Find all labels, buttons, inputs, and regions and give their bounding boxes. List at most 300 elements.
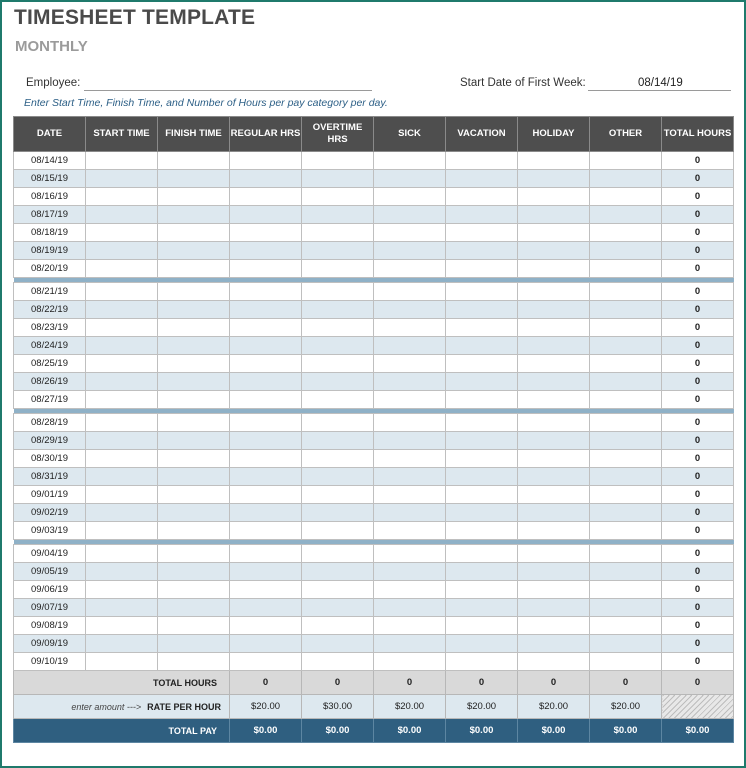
total-hours-value: 0 — [446, 671, 518, 695]
vacation-cell[interactable] — [446, 391, 518, 409]
total-hours-cell: 0 — [662, 545, 734, 563]
finish-time-cell[interactable] — [158, 504, 230, 522]
sick-cell[interactable] — [374, 563, 446, 581]
rate-input[interactable]: $20.00 — [446, 695, 518, 719]
finish-time-cell[interactable] — [158, 635, 230, 653]
regular-hrs-cell[interactable] — [230, 653, 302, 671]
regular-hrs-cell[interactable] — [230, 563, 302, 581]
date-cell: 09/09/19 — [14, 635, 86, 653]
start-time-cell[interactable] — [86, 432, 158, 450]
employee-field[interactable] — [84, 89, 372, 91]
holiday-cell[interactable] — [518, 373, 590, 391]
overtime-hrs-cell[interactable] — [302, 432, 374, 450]
holiday-cell[interactable] — [518, 504, 590, 522]
start-time-cell[interactable] — [86, 224, 158, 242]
regular-hrs-cell[interactable] — [230, 599, 302, 617]
start-time-cell[interactable] — [86, 319, 158, 337]
vacation-cell[interactable] — [446, 468, 518, 486]
sick-cell[interactable] — [374, 206, 446, 224]
sick-cell[interactable] — [374, 545, 446, 563]
start-time-cell[interactable] — [86, 283, 158, 301]
total-hours-label: TOTAL HOURS — [14, 671, 230, 695]
vacation-cell[interactable] — [446, 653, 518, 671]
start-time-cell[interactable] — [86, 206, 158, 224]
holiday-cell[interactable] — [518, 486, 590, 504]
overtime-hrs-cell[interactable] — [302, 319, 374, 337]
regular-hrs-cell[interactable] — [230, 260, 302, 278]
vacation-cell[interactable] — [446, 432, 518, 450]
finish-time-cell[interactable] — [158, 206, 230, 224]
holiday-cell[interactable] — [518, 545, 590, 563]
date-cell: 09/10/19 — [14, 653, 86, 671]
overtime-hrs-cell[interactable] — [302, 206, 374, 224]
vacation-cell[interactable] — [446, 522, 518, 540]
start-time-cell[interactable] — [86, 468, 158, 486]
start-time-cell[interactable] — [86, 522, 158, 540]
finish-time-cell[interactable] — [158, 450, 230, 468]
finish-time-cell[interactable] — [158, 188, 230, 206]
holiday-cell[interactable] — [518, 152, 590, 170]
overtime-hrs-cell[interactable] — [302, 152, 374, 170]
sick-cell[interactable] — [374, 414, 446, 432]
holiday-cell[interactable] — [518, 355, 590, 373]
holiday-cell[interactable] — [518, 283, 590, 301]
date-cell: 08/18/19 — [14, 224, 86, 242]
vacation-cell[interactable] — [446, 486, 518, 504]
holiday-cell[interactable] — [518, 581, 590, 599]
date-cell: 09/04/19 — [14, 545, 86, 563]
total-hours-cell: 0 — [662, 450, 734, 468]
date-cell: 09/07/19 — [14, 599, 86, 617]
holiday-cell[interactable] — [518, 170, 590, 188]
regular-hrs-cell[interactable] — [230, 504, 302, 522]
start-time-cell[interactable] — [86, 563, 158, 581]
sick-cell[interactable] — [374, 301, 446, 319]
finish-time-cell[interactable] — [158, 653, 230, 671]
table-row — [14, 468, 734, 486]
other-cell[interactable] — [590, 391, 662, 409]
timesheet-table — [13, 116, 734, 743]
sick-cell[interactable] — [374, 224, 446, 242]
date-cell: 08/16/19 — [14, 188, 86, 206]
vacation-cell[interactable] — [446, 170, 518, 188]
table-row — [14, 301, 734, 319]
table-row — [14, 581, 734, 599]
date-cell: 08/14/19 — [14, 152, 86, 170]
overtime-hrs-cell[interactable] — [302, 635, 374, 653]
table-row — [14, 504, 734, 522]
rate-input[interactable]: $20.00 — [374, 695, 446, 719]
overtime-hrs-cell[interactable] — [302, 486, 374, 504]
holiday-cell[interactable] — [518, 599, 590, 617]
overtime-hrs-cell[interactable] — [302, 522, 374, 540]
column-header-finish-time: FINISH TIME — [158, 117, 230, 152]
sick-cell[interactable] — [374, 581, 446, 599]
overtime-hrs-cell[interactable] — [302, 224, 374, 242]
other-cell[interactable] — [590, 635, 662, 653]
vacation-cell[interactable] — [446, 504, 518, 522]
sick-cell[interactable] — [374, 617, 446, 635]
regular-hrs-cell[interactable] — [230, 206, 302, 224]
column-header-regular-hrs: REGULAR HRS — [230, 117, 302, 152]
regular-hrs-cell[interactable] — [230, 581, 302, 599]
start-time-cell[interactable] — [86, 355, 158, 373]
vacation-cell[interactable] — [446, 450, 518, 468]
sick-cell[interactable] — [374, 355, 446, 373]
table-row — [14, 617, 734, 635]
sick-cell[interactable] — [374, 522, 446, 540]
overtime-hrs-cell[interactable] — [302, 468, 374, 486]
date-cell: 08/22/19 — [14, 301, 86, 319]
sick-cell[interactable] — [374, 260, 446, 278]
holiday-cell[interactable] — [518, 432, 590, 450]
finish-time-cell[interactable] — [158, 391, 230, 409]
start-time-cell[interactable] — [86, 450, 158, 468]
finish-time-cell[interactable] — [158, 414, 230, 432]
finish-time-cell[interactable] — [158, 522, 230, 540]
column-header-overtime-hrs: OVERTIME HRS — [302, 117, 374, 152]
sick-cell[interactable] — [374, 188, 446, 206]
total-hours-cell: 0 — [662, 373, 734, 391]
total-pay-value: $0.00 — [446, 719, 518, 743]
regular-hrs-cell[interactable] — [230, 414, 302, 432]
overtime-hrs-cell[interactable] — [302, 337, 374, 355]
other-cell[interactable] — [590, 337, 662, 355]
sick-cell[interactable] — [374, 432, 446, 450]
overtime-hrs-cell[interactable] — [302, 653, 374, 671]
vacation-cell[interactable] — [446, 545, 518, 563]
start-time-cell[interactable] — [86, 337, 158, 355]
regular-hrs-cell[interactable] — [230, 319, 302, 337]
overtime-hrs-cell[interactable] — [302, 391, 374, 409]
date-cell: 08/21/19 — [14, 283, 86, 301]
vacation-cell[interactable] — [446, 301, 518, 319]
holiday-cell[interactable] — [518, 468, 590, 486]
start-time-cell[interactable] — [86, 373, 158, 391]
vacation-cell[interactable] — [446, 337, 518, 355]
finish-time-cell[interactable] — [158, 283, 230, 301]
holiday-cell[interactable] — [518, 224, 590, 242]
other-cell[interactable] — [590, 486, 662, 504]
total-hours-cell: 0 — [662, 337, 734, 355]
start-time-cell[interactable] — [86, 486, 158, 504]
total-hours-cell: 0 — [662, 301, 734, 319]
finish-time-cell[interactable] — [158, 545, 230, 563]
regular-hrs-cell[interactable] — [230, 391, 302, 409]
table-row — [14, 635, 734, 653]
finish-time-cell[interactable] — [158, 355, 230, 373]
other-cell[interactable] — [590, 319, 662, 337]
overtime-hrs-cell[interactable] — [302, 260, 374, 278]
rate-input[interactable]: $20.00 — [590, 695, 662, 719]
holiday-cell[interactable] — [518, 563, 590, 581]
vacation-cell[interactable] — [446, 599, 518, 617]
date-cell: 09/02/19 — [14, 504, 86, 522]
overtime-hrs-cell[interactable] — [302, 170, 374, 188]
sick-cell[interactable] — [374, 319, 446, 337]
other-cell[interactable] — [590, 468, 662, 486]
table-row — [14, 224, 734, 242]
table-row — [14, 260, 734, 278]
total-hours-cell: 0 — [662, 391, 734, 409]
start-time-cell[interactable] — [86, 188, 158, 206]
finish-time-cell[interactable] — [158, 432, 230, 450]
other-cell[interactable] — [590, 599, 662, 617]
start-time-cell[interactable] — [86, 653, 158, 671]
overtime-hrs-cell[interactable] — [302, 545, 374, 563]
finish-time-cell[interactable] — [158, 617, 230, 635]
holiday-cell[interactable] — [518, 301, 590, 319]
sick-cell[interactable] — [374, 170, 446, 188]
other-cell[interactable] — [590, 581, 662, 599]
vacation-cell[interactable] — [446, 242, 518, 260]
sick-cell[interactable] — [374, 242, 446, 260]
other-cell[interactable] — [590, 206, 662, 224]
total-hours-value: 0 — [230, 671, 302, 695]
start-time-cell[interactable] — [86, 301, 158, 319]
start-date-field[interactable] — [588, 89, 731, 91]
other-cell[interactable] — [590, 432, 662, 450]
holiday-cell[interactable] — [518, 391, 590, 409]
regular-hrs-cell[interactable] — [230, 152, 302, 170]
regular-hrs-cell[interactable] — [230, 242, 302, 260]
other-cell[interactable] — [590, 224, 662, 242]
start-date-value[interactable]: 08/14/19 — [638, 77, 683, 89]
total-hours-value: 0 — [302, 671, 374, 695]
sick-cell[interactable] — [374, 468, 446, 486]
page-subtitle: MONTHLY — [15, 38, 88, 55]
rate-label-cell — [14, 695, 230, 719]
finish-time-cell[interactable] — [158, 486, 230, 504]
other-cell[interactable] — [590, 563, 662, 581]
regular-hrs-cell[interactable] — [230, 545, 302, 563]
total-pay-value: $0.00 — [662, 719, 734, 743]
other-cell[interactable] — [590, 450, 662, 468]
table-row — [14, 563, 734, 581]
date-cell: 08/29/19 — [14, 432, 86, 450]
overtime-hrs-cell[interactable] — [302, 504, 374, 522]
start-time-cell[interactable] — [86, 170, 158, 188]
other-cell[interactable] — [590, 188, 662, 206]
vacation-cell[interactable] — [446, 206, 518, 224]
start-time-cell[interactable] — [86, 414, 158, 432]
sick-cell[interactable] — [374, 635, 446, 653]
sick-cell[interactable] — [374, 599, 446, 617]
overtime-hrs-cell[interactable] — [302, 581, 374, 599]
finish-time-cell[interactable] — [158, 152, 230, 170]
holiday-cell[interactable] — [518, 206, 590, 224]
other-cell[interactable] — [590, 301, 662, 319]
vacation-cell[interactable] — [446, 581, 518, 599]
start-time-cell[interactable] — [86, 581, 158, 599]
overtime-hrs-cell[interactable] — [302, 563, 374, 581]
regular-hrs-cell[interactable] — [230, 617, 302, 635]
total-pay-value: $0.00 — [518, 719, 590, 743]
overtime-hrs-cell[interactable] — [302, 188, 374, 206]
finish-time-cell[interactable] — [158, 301, 230, 319]
date-cell: 09/03/19 — [14, 522, 86, 540]
holiday-cell[interactable] — [518, 337, 590, 355]
total-hours-cell: 0 — [662, 504, 734, 522]
regular-hrs-cell[interactable] — [230, 486, 302, 504]
rate-input[interactable]: $20.00 — [230, 695, 302, 719]
vacation-cell[interactable] — [446, 224, 518, 242]
date-cell: 08/15/19 — [14, 170, 86, 188]
other-cell[interactable] — [590, 242, 662, 260]
start-time-cell[interactable] — [86, 545, 158, 563]
vacation-cell[interactable] — [446, 355, 518, 373]
instruction-text: Enter Start Time, Finish Time, and Number of Hours per pay category per day. — [24, 97, 388, 109]
regular-hrs-cell[interactable] — [230, 337, 302, 355]
table-row — [14, 170, 734, 188]
other-cell[interactable] — [590, 504, 662, 522]
finish-time-cell[interactable] — [158, 260, 230, 278]
vacation-cell[interactable] — [446, 319, 518, 337]
regular-hrs-cell[interactable] — [230, 468, 302, 486]
regular-hrs-cell[interactable] — [230, 373, 302, 391]
column-header-holiday: HOLIDAY — [518, 117, 590, 152]
total-hours-cell: 0 — [662, 581, 734, 599]
sick-cell[interactable] — [374, 450, 446, 468]
other-cell[interactable] — [590, 283, 662, 301]
finish-time-cell[interactable] — [158, 599, 230, 617]
regular-hrs-cell[interactable] — [230, 170, 302, 188]
finish-time-cell[interactable] — [158, 468, 230, 486]
overtime-hrs-cell[interactable] — [302, 301, 374, 319]
holiday-cell[interactable] — [518, 188, 590, 206]
sick-cell[interactable] — [374, 373, 446, 391]
start-time-cell[interactable] — [86, 617, 158, 635]
start-time-cell[interactable] — [86, 152, 158, 170]
other-cell[interactable] — [590, 373, 662, 391]
finish-time-cell[interactable] — [158, 170, 230, 188]
sick-cell[interactable] — [374, 283, 446, 301]
regular-hrs-cell[interactable] — [230, 301, 302, 319]
regular-hrs-cell[interactable] — [230, 432, 302, 450]
other-cell[interactable] — [590, 522, 662, 540]
overtime-hrs-cell[interactable] — [302, 414, 374, 432]
date-cell: 09/05/19 — [14, 563, 86, 581]
holiday-cell[interactable] — [518, 653, 590, 671]
other-cell[interactable] — [590, 355, 662, 373]
total-hours-cell: 0 — [662, 188, 734, 206]
table-row — [14, 152, 734, 170]
finish-time-cell[interactable] — [158, 563, 230, 581]
date-cell: 08/20/19 — [14, 260, 86, 278]
finish-time-cell[interactable] — [158, 373, 230, 391]
date-cell: 08/23/19 — [14, 319, 86, 337]
vacation-cell[interactable] — [446, 617, 518, 635]
other-cell[interactable] — [590, 170, 662, 188]
overtime-hrs-cell[interactable] — [302, 599, 374, 617]
vacation-cell[interactable] — [446, 563, 518, 581]
sick-cell[interactable] — [374, 337, 446, 355]
holiday-cell[interactable] — [518, 242, 590, 260]
overtime-hrs-cell[interactable] — [302, 450, 374, 468]
finish-time-cell[interactable] — [158, 581, 230, 599]
overtime-hrs-cell[interactable] — [302, 617, 374, 635]
sick-cell[interactable] — [374, 152, 446, 170]
sick-cell[interactable] — [374, 391, 446, 409]
vacation-cell[interactable] — [446, 414, 518, 432]
start-time-cell[interactable] — [86, 635, 158, 653]
finish-time-cell[interactable] — [158, 224, 230, 242]
finish-time-cell[interactable] — [158, 319, 230, 337]
table-row — [14, 653, 734, 671]
table-row — [14, 355, 734, 373]
sick-cell[interactable] — [374, 486, 446, 504]
vacation-cell[interactable] — [446, 260, 518, 278]
total-hours-cell: 0 — [662, 486, 734, 504]
start-time-cell[interactable] — [86, 391, 158, 409]
regular-hrs-cell[interactable] — [230, 283, 302, 301]
vacation-cell[interactable] — [446, 152, 518, 170]
overtime-hrs-cell[interactable] — [302, 242, 374, 260]
regular-hrs-cell[interactable] — [230, 635, 302, 653]
finish-time-cell[interactable] — [158, 242, 230, 260]
total-hours-cell: 0 — [662, 635, 734, 653]
total-pay-value: $0.00 — [230, 719, 302, 743]
holiday-cell[interactable] — [518, 617, 590, 635]
overtime-hrs-cell[interactable] — [302, 283, 374, 301]
regular-hrs-cell[interactable] — [230, 188, 302, 206]
date-cell: 08/19/19 — [14, 242, 86, 260]
vacation-cell[interactable] — [446, 373, 518, 391]
regular-hrs-cell[interactable] — [230, 450, 302, 468]
start-time-cell[interactable] — [86, 242, 158, 260]
holiday-cell[interactable] — [518, 635, 590, 653]
holiday-cell[interactable] — [518, 522, 590, 540]
date-cell: 08/31/19 — [14, 468, 86, 486]
other-cell[interactable] — [590, 617, 662, 635]
regular-hrs-cell[interactable] — [230, 224, 302, 242]
table-row — [14, 373, 734, 391]
start-time-cell[interactable] — [86, 504, 158, 522]
total-hours-cell: 0 — [662, 653, 734, 671]
start-time-cell[interactable] — [86, 260, 158, 278]
finish-time-cell[interactable] — [158, 337, 230, 355]
holiday-cell[interactable] — [518, 260, 590, 278]
rate-input[interactable]: $20.00 — [518, 695, 590, 719]
overtime-hrs-cell[interactable] — [302, 373, 374, 391]
total-hours-cell: 0 — [662, 432, 734, 450]
other-cell[interactable] — [590, 545, 662, 563]
regular-hrs-cell[interactable] — [230, 522, 302, 540]
other-cell[interactable] — [590, 260, 662, 278]
other-cell[interactable] — [590, 414, 662, 432]
other-cell[interactable] — [590, 653, 662, 671]
vacation-cell[interactable] — [446, 188, 518, 206]
holiday-cell[interactable] — [518, 450, 590, 468]
total-pay-value: $0.00 — [302, 719, 374, 743]
overtime-hrs-cell[interactable] — [302, 355, 374, 373]
sick-cell[interactable] — [374, 653, 446, 671]
start-time-cell[interactable] — [86, 599, 158, 617]
sick-cell[interactable] — [374, 504, 446, 522]
other-cell[interactable] — [590, 152, 662, 170]
table-row — [14, 283, 734, 301]
table-row — [14, 337, 734, 355]
vacation-cell[interactable] — [446, 635, 518, 653]
table-row — [14, 432, 734, 450]
rate-input[interactable]: $30.00 — [302, 695, 374, 719]
holiday-cell[interactable] — [518, 319, 590, 337]
column-header-vacation: VACATION — [446, 117, 518, 152]
holiday-cell[interactable] — [518, 414, 590, 432]
total-hours-value: 0 — [518, 671, 590, 695]
regular-hrs-cell[interactable] — [230, 355, 302, 373]
vacation-cell[interactable] — [446, 283, 518, 301]
